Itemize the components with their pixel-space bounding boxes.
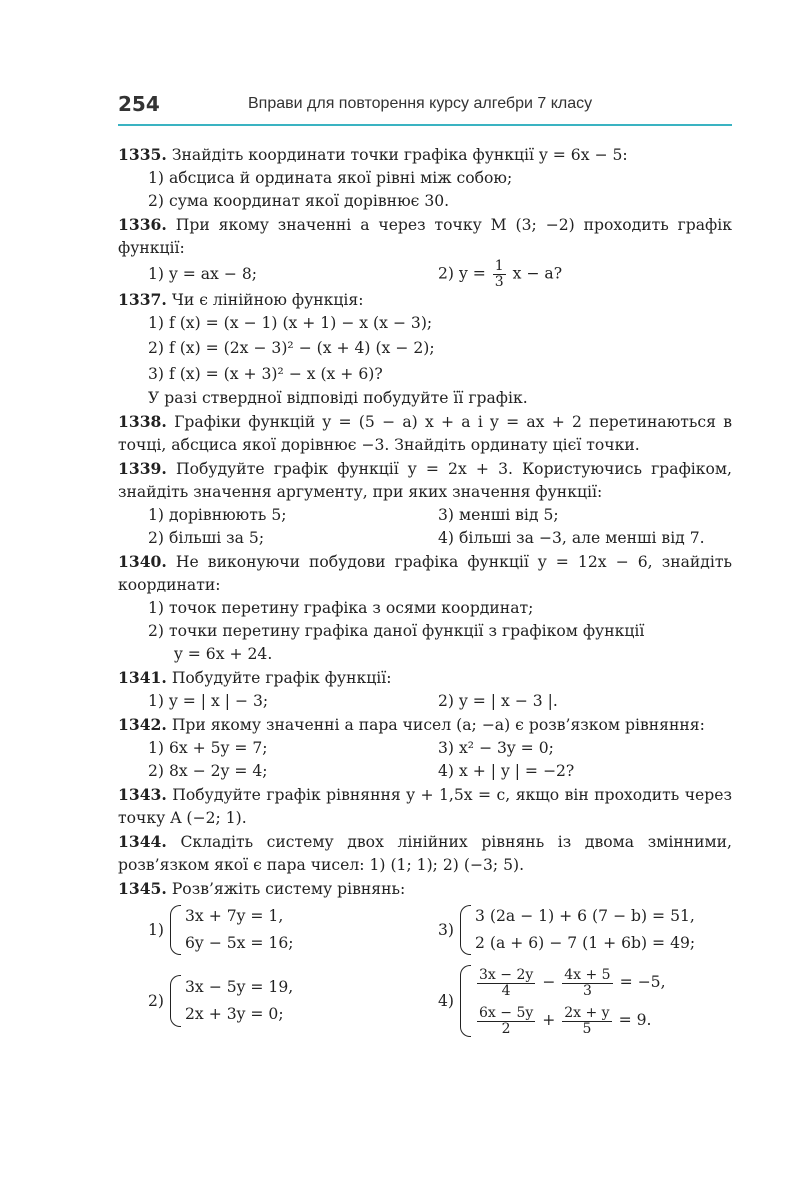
- exercise-1344: [118, 830, 732, 877]
- fraction: [562, 968, 612, 999]
- denominator: 5: [582, 1020, 592, 1037]
- running-title: Вправи для повторення курсу алгебри 7 класу: [248, 95, 593, 112]
- numerator: 2x + y: [564, 1004, 610, 1021]
- list-item: 2) 8x − 2y = 4;: [148, 762, 268, 780]
- exercise-number: 1342.: [118, 715, 167, 734]
- fraction: [493, 259, 506, 290]
- numerator: 4x + 5: [564, 966, 611, 983]
- exercise-1336: [118, 213, 732, 288]
- list-item: 1) дорівнюють 5;: [148, 506, 287, 524]
- exercise-text: При якому значенні a пара чисел (a; −a) є розв’язком рівняння:: [171, 716, 705, 734]
- brace-icon: [170, 905, 181, 955]
- exercise-1337: [118, 288, 732, 410]
- exercise-text: Побудуйте графік функції y = 2x + 3. Користуючись графіком, знайдіть значення аргументу, при яких значення функції:: [118, 460, 732, 501]
- list-item: 1) f (x) = (x − 1) (x + 1) − x (x − 3);: [148, 314, 433, 332]
- equation: $\frac{6x - 5y}{2}$ + $\frac{2x + y}{5}$ = 9.: [479, 1004, 652, 1037]
- exercise-number: 1344.: [118, 832, 167, 851]
- exercise-1342: [118, 713, 732, 783]
- numerator: 1: [494, 257, 504, 274]
- list-item: 1) y = ax − 8;: [148, 264, 257, 283]
- exercise-1339: [118, 457, 732, 550]
- fraction: [562, 1006, 611, 1037]
- exercise-number: 1336.: [118, 215, 167, 234]
- exercise-number: 1337.: [118, 290, 167, 309]
- exercise-1340: [118, 550, 732, 666]
- exercise-text: Складіть систему двох лінійних рівнянь із двома змінними, розв’язком якої є пара чисел: 1) (1; 1); 2) (−3; 5).: [118, 833, 732, 874]
- exercise-text: Розв’яжіть систему рівнянь:: [171, 880, 406, 898]
- list-item: 3) f (x) = (x + 3)² − x (x + 6)?: [148, 365, 383, 383]
- exercise-number: 1343.: [118, 785, 167, 804]
- equation: 3x + 7y = 1,: [185, 907, 284, 925]
- system-label: 1): [148, 920, 165, 939]
- brace-icon: [460, 905, 471, 955]
- exercise-1335: [118, 143, 732, 213]
- exercise-text: Знайдіть координати точки графіка функції y = 6x − 5:: [171, 146, 628, 164]
- system-label: 4): [438, 991, 455, 1010]
- equation: 3x − 5y = 19,: [185, 978, 294, 996]
- exercise-text: Не виконуючи побудови графіка функції y = 12x − 6, знайдіть координати:: [118, 553, 732, 594]
- item-suffix: x − a?: [512, 264, 563, 282]
- list-item: 1) абсциса й ордината якої рівні між собою;: [148, 169, 513, 187]
- equation-system-3: [438, 903, 695, 957]
- equation: 6y − 5x = 16;: [185, 934, 294, 952]
- list-item: 1) y = | x | − 3;: [148, 692, 269, 710]
- list-item-continuation: y = 6x + 24.: [174, 645, 273, 663]
- exercise-text: При якому значенні a через точку M (3; −2) проходить графік функції:: [118, 216, 732, 257]
- brace-icon: [460, 965, 471, 1037]
- fraction: [477, 1006, 535, 1037]
- exercise-note: У разі ствердної відповіді побудуйте її графік.: [148, 389, 528, 407]
- system-label: 2): [148, 991, 165, 1010]
- system-label: 3): [438, 920, 455, 939]
- list-item: 2) точки перетину графіка даної функції з графіком функції: [148, 622, 645, 640]
- exercise-list: [118, 143, 732, 1041]
- exercise-number: 1341.: [118, 668, 167, 687]
- equation: 3 (2a − 1) + 6 (7 − b) = 51,: [475, 907, 695, 925]
- equation: 2x + 3y = 0;: [185, 1005, 284, 1023]
- exercise-number: 1339.: [118, 459, 167, 478]
- brace-icon: [170, 975, 181, 1027]
- list-item: 1) 6x + 5y = 7;: [148, 739, 268, 757]
- numerator: 3x − 2y: [479, 966, 534, 983]
- equation-system-4: [438, 963, 666, 1039]
- list-item: 2) більші за 5;: [148, 529, 265, 547]
- exercise-number: 1335.: [118, 145, 167, 164]
- equation-rhs: = 9.: [618, 1011, 652, 1029]
- list-item: 3) менші від 5;: [438, 506, 559, 524]
- page-header: [118, 90, 732, 126]
- exercise-number: 1338.: [118, 412, 167, 431]
- item-prefix: 2) y =: [438, 264, 486, 282]
- exercise-number: 1340.: [118, 552, 167, 571]
- exercise-text: Графіки функцій y = (5 − a) x + a і y = ax + 2 перетинаються в точці, абсциса якої дорівнює −3. Знайдіть ординату цієї точки.: [118, 413, 732, 454]
- equation-system-1: [148, 903, 438, 957]
- exercise-text: Побудуйте графік функції:: [171, 669, 392, 687]
- list-item: 2) f (x) = (2x − 3)² − (x + 4) (x − 2);: [148, 339, 435, 357]
- equation: $\frac{3x - 2y}{4}$ − $\frac{4x + 5}{3}$ = −5,: [479, 966, 666, 999]
- list-item: 2) сума координат якої дорівнює 30.: [148, 192, 450, 210]
- list-item: 3) x² − 3y = 0;: [438, 739, 554, 757]
- numerator: 6x − 5y: [479, 1004, 534, 1021]
- denominator: 2: [501, 1020, 511, 1037]
- list-item: [438, 259, 732, 290]
- fraction: [477, 968, 535, 999]
- exercise-1345: [118, 877, 732, 1039]
- exercise-1343: [118, 783, 732, 830]
- equation-rhs: = −5,: [619, 973, 666, 991]
- list-item: 2) y = | x − 3 |.: [438, 692, 558, 710]
- equation: 2 (a + 6) − 7 (1 + 6b) = 49;: [475, 934, 696, 952]
- exercise-text: Чи є лінійною функція:: [171, 291, 364, 309]
- list-item: 4) x + | y | = −2?: [438, 762, 575, 780]
- denominator: 3: [494, 273, 504, 290]
- list-item: 1) точок перетину графіка з осями координат;: [148, 599, 534, 617]
- list-item: 4) більші за −3, але менші від 7.: [438, 529, 705, 547]
- denominator: 4: [501, 982, 511, 999]
- exercise-1338: [118, 410, 732, 457]
- exercise-number: 1345.: [118, 879, 167, 898]
- page-number: 254: [118, 92, 160, 116]
- exercise-text: Побудуйте графік рівняння y + 1,5x = c, якщо він проходить через точку A (−2; 1).: [118, 786, 732, 827]
- equation-system-2: [148, 963, 438, 1039]
- denominator: 3: [582, 982, 592, 999]
- exercise-1341: [118, 666, 732, 713]
